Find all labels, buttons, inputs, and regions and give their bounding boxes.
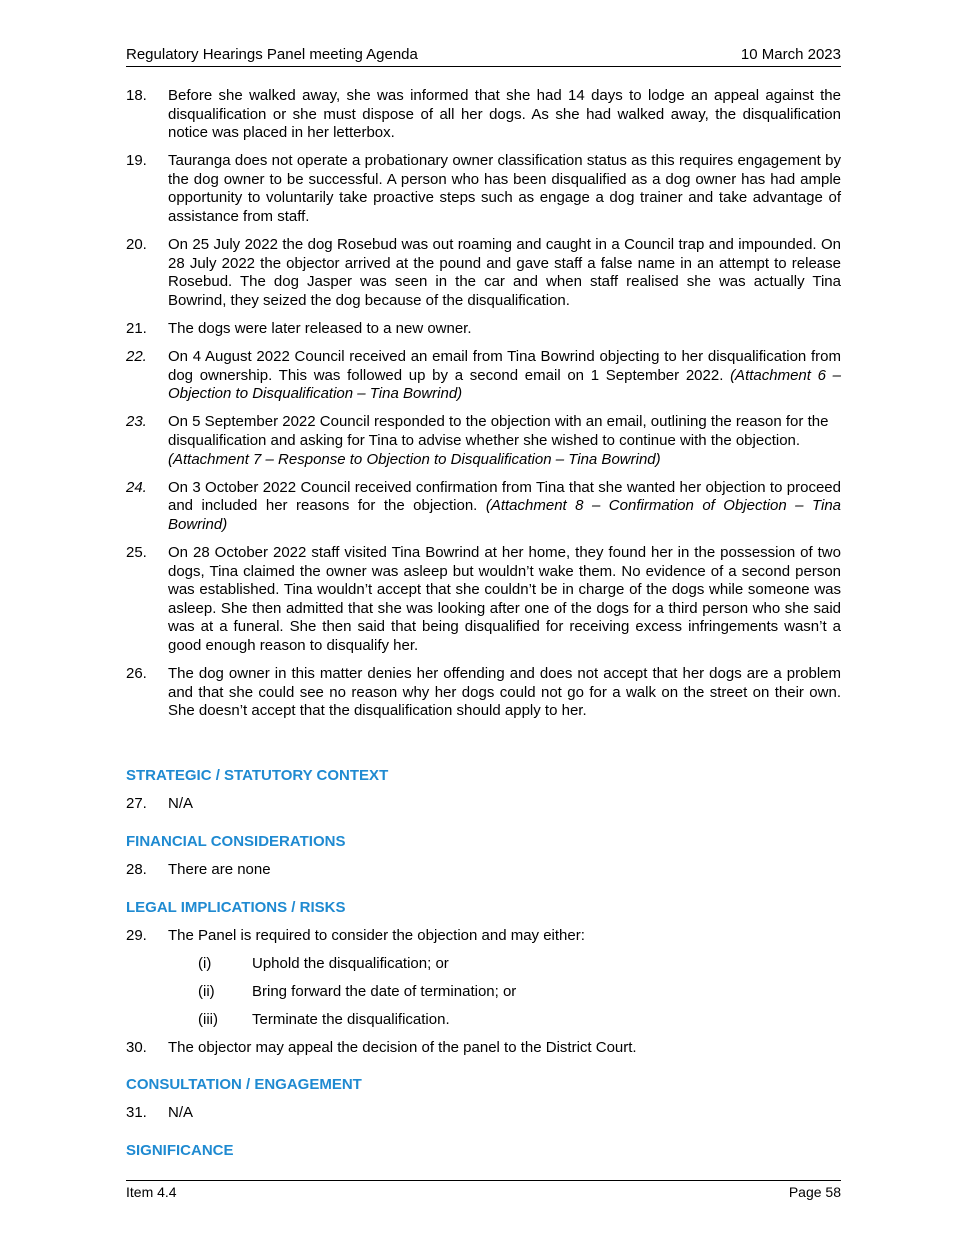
paragraph-22 [126, 348, 841, 404]
paragraph-number: 19. [126, 152, 147, 170]
paragraph-text: The dog owner in this matter denies her offending and does not accept that her dogs are a problem and that she could see no reason why her dogs could not go for a walk on the street on their own. She doesn’t accept that the disqualification should apply to her. [168, 665, 841, 720]
paragraph-number: 24. [126, 478, 147, 496]
footer-item-number: Item 4.4 [126, 1184, 177, 1200]
paragraph-30 [126, 1039, 841, 1058]
heading-strategic-context: STRATEGIC / STATUTORY CONTEXT [126, 767, 389, 785]
paragraph-28 [126, 861, 841, 880]
attachment-reference: (Attachment 8 – Confirmation of Objection – Tina Bowrind) [168, 497, 842, 533]
paragraph-21 [126, 320, 841, 339]
option-number: (iii) [198, 1010, 218, 1028]
paragraph-text: Before she walked away, she was informed that she had 14 days to lodge an appeal against the disqualification or she must dispose of all her dogs. As she had walked away, the disqualification notice was placed in her letterbox. [168, 87, 841, 142]
paragraph-text: There are none [168, 860, 271, 878]
paragraph-number: 27. [126, 795, 147, 813]
paragraph-number: 29. [126, 926, 147, 944]
paragraph-number: 18. [126, 87, 147, 104]
paragraph-number: 22. [126, 348, 147, 366]
paragraph-content [168, 479, 841, 535]
paragraph-text: N/A [168, 795, 194, 813]
paragraph-29 [126, 927, 841, 946]
paragraph-text: On 3 October 2022 Council received confirmation from Tina that she wanted her objection to proceed and included her reasons for the objection. [168, 478, 841, 515]
heading-financial-considerations: FINANCIAL CONSIDERATIONS [126, 832, 346, 850]
paragraph-text: On 4 August 2022 Council received an email from Tina Bowrind objecting to her disqualification from dog ownership. This was followed up by a second email on 1 September 2022. [168, 348, 841, 384]
header-date: 10 March 2023 [740, 46, 841, 63]
page-body [126, 87, 841, 1170]
paragraph-25 [126, 544, 841, 656]
option-text: Terminate the disqualification. [252, 1010, 450, 1028]
paragraph-20 [126, 236, 841, 310]
paragraph-text: On 5 September 2022 Council responded to the objection with an email, outlining the reason for the disqualification and asking for Tina to advise whether she wished to continue with the objection. [168, 413, 829, 449]
attachment-reference: (Attachment 6 – Objection to Disqualification – Tina Bowrind) [168, 366, 841, 403]
paragraph-text: The objector may appeal the decision of the panel to the District Court. [168, 1038, 637, 1056]
paragraph-number: 31. [126, 1104, 147, 1122]
paragraph-text: The Panel is required to consider the objection and may either: [168, 926, 585, 944]
paragraph-19 [126, 152, 841, 226]
paragraph-24 [126, 479, 841, 535]
paragraph-18 [126, 87, 841, 143]
header-title: Regulatory Hearings Panel meeting Agenda [126, 46, 418, 63]
paragraph-text: The dogs were later released to a new owner. [168, 320, 472, 338]
paragraph-26 [126, 665, 841, 721]
paragraph-text: N/A [168, 1104, 194, 1122]
page-header [126, 46, 841, 64]
paragraph-27 [126, 795, 841, 814]
option-item [198, 955, 841, 974]
paragraph-content [168, 413, 841, 469]
footer-page-number: Page 58 [788, 1184, 841, 1200]
paragraph-number: 23. [126, 413, 147, 431]
paragraph-text: Tauranga does not operate a probationary owner classification status as this requires engagement by the dog owner to be successful. A person who has been disqualified as a dog owner has had ample opportunity to voluntarily take proactive steps such as engage a dog trainer and take advantage of assistance from staff. [168, 152, 841, 226]
paragraph-31 [126, 1104, 841, 1123]
option-text: Uphold the disqualification; or [252, 954, 449, 972]
paragraph-number: 21. [126, 320, 147, 338]
page-footer [126, 1184, 841, 1201]
option-text: Bring forward the date of termination; or [252, 982, 517, 1000]
option-item [198, 983, 841, 1002]
paragraph-number: 28. [126, 860, 147, 878]
option-number: (ii) [198, 982, 215, 1000]
paragraph-number: 30. [126, 1038, 147, 1056]
paragraph-text: On 25 July 2022 the dog Rosebud was out roaming and caught in a Council trap and impounded. On 28 July 2022 the objector arrived at the pound and gave staff a false name in an attempt to release Rosebud. The dog Jasper was seen in the car and when staff realised she was actually Tina Bowrind, they seized the dog because of the disqualification. [168, 236, 841, 309]
option-number: (i) [198, 954, 212, 972]
section-spacer [126, 730, 841, 767]
heading-significance: SIGNIFICANCE [126, 1142, 234, 1160]
header-rule [126, 66, 841, 67]
heading-legal-implications: LEGAL IMPLICATIONS / RISKS [126, 898, 346, 916]
paragraph-text: On 28 October 2022 staff visited Tina Bowrind at her home, they found her in the possession of two dogs, Tina claimed the owner was asleep but wouldn’t wake them. No evidence of a second person was established. Tina wouldn’t accept that she couldn’t be in charge of the dogs while someone was asleep. She then admitted that she was looking after one of the dogs for a third person who she said was at a funeral. She then said that being disqualified for receiving excess infringements wasn’t a good enough reason to disqualify her. [168, 543, 841, 654]
paragraph-23 [126, 413, 841, 469]
paragraph-number: 20. [126, 236, 147, 254]
paragraph-number: 25. [126, 543, 147, 561]
paragraph-number: 26. [126, 665, 147, 683]
attachment-reference: (Attachment 7 – Response to Objection to Disqualification – Tina Bowrind) [168, 450, 661, 468]
paragraph-content [168, 348, 841, 404]
option-item [198, 1011, 841, 1030]
footer-rule [126, 1180, 841, 1181]
heading-consultation-engagement: CONSULTATION / ENGAGEMENT [126, 1076, 362, 1094]
